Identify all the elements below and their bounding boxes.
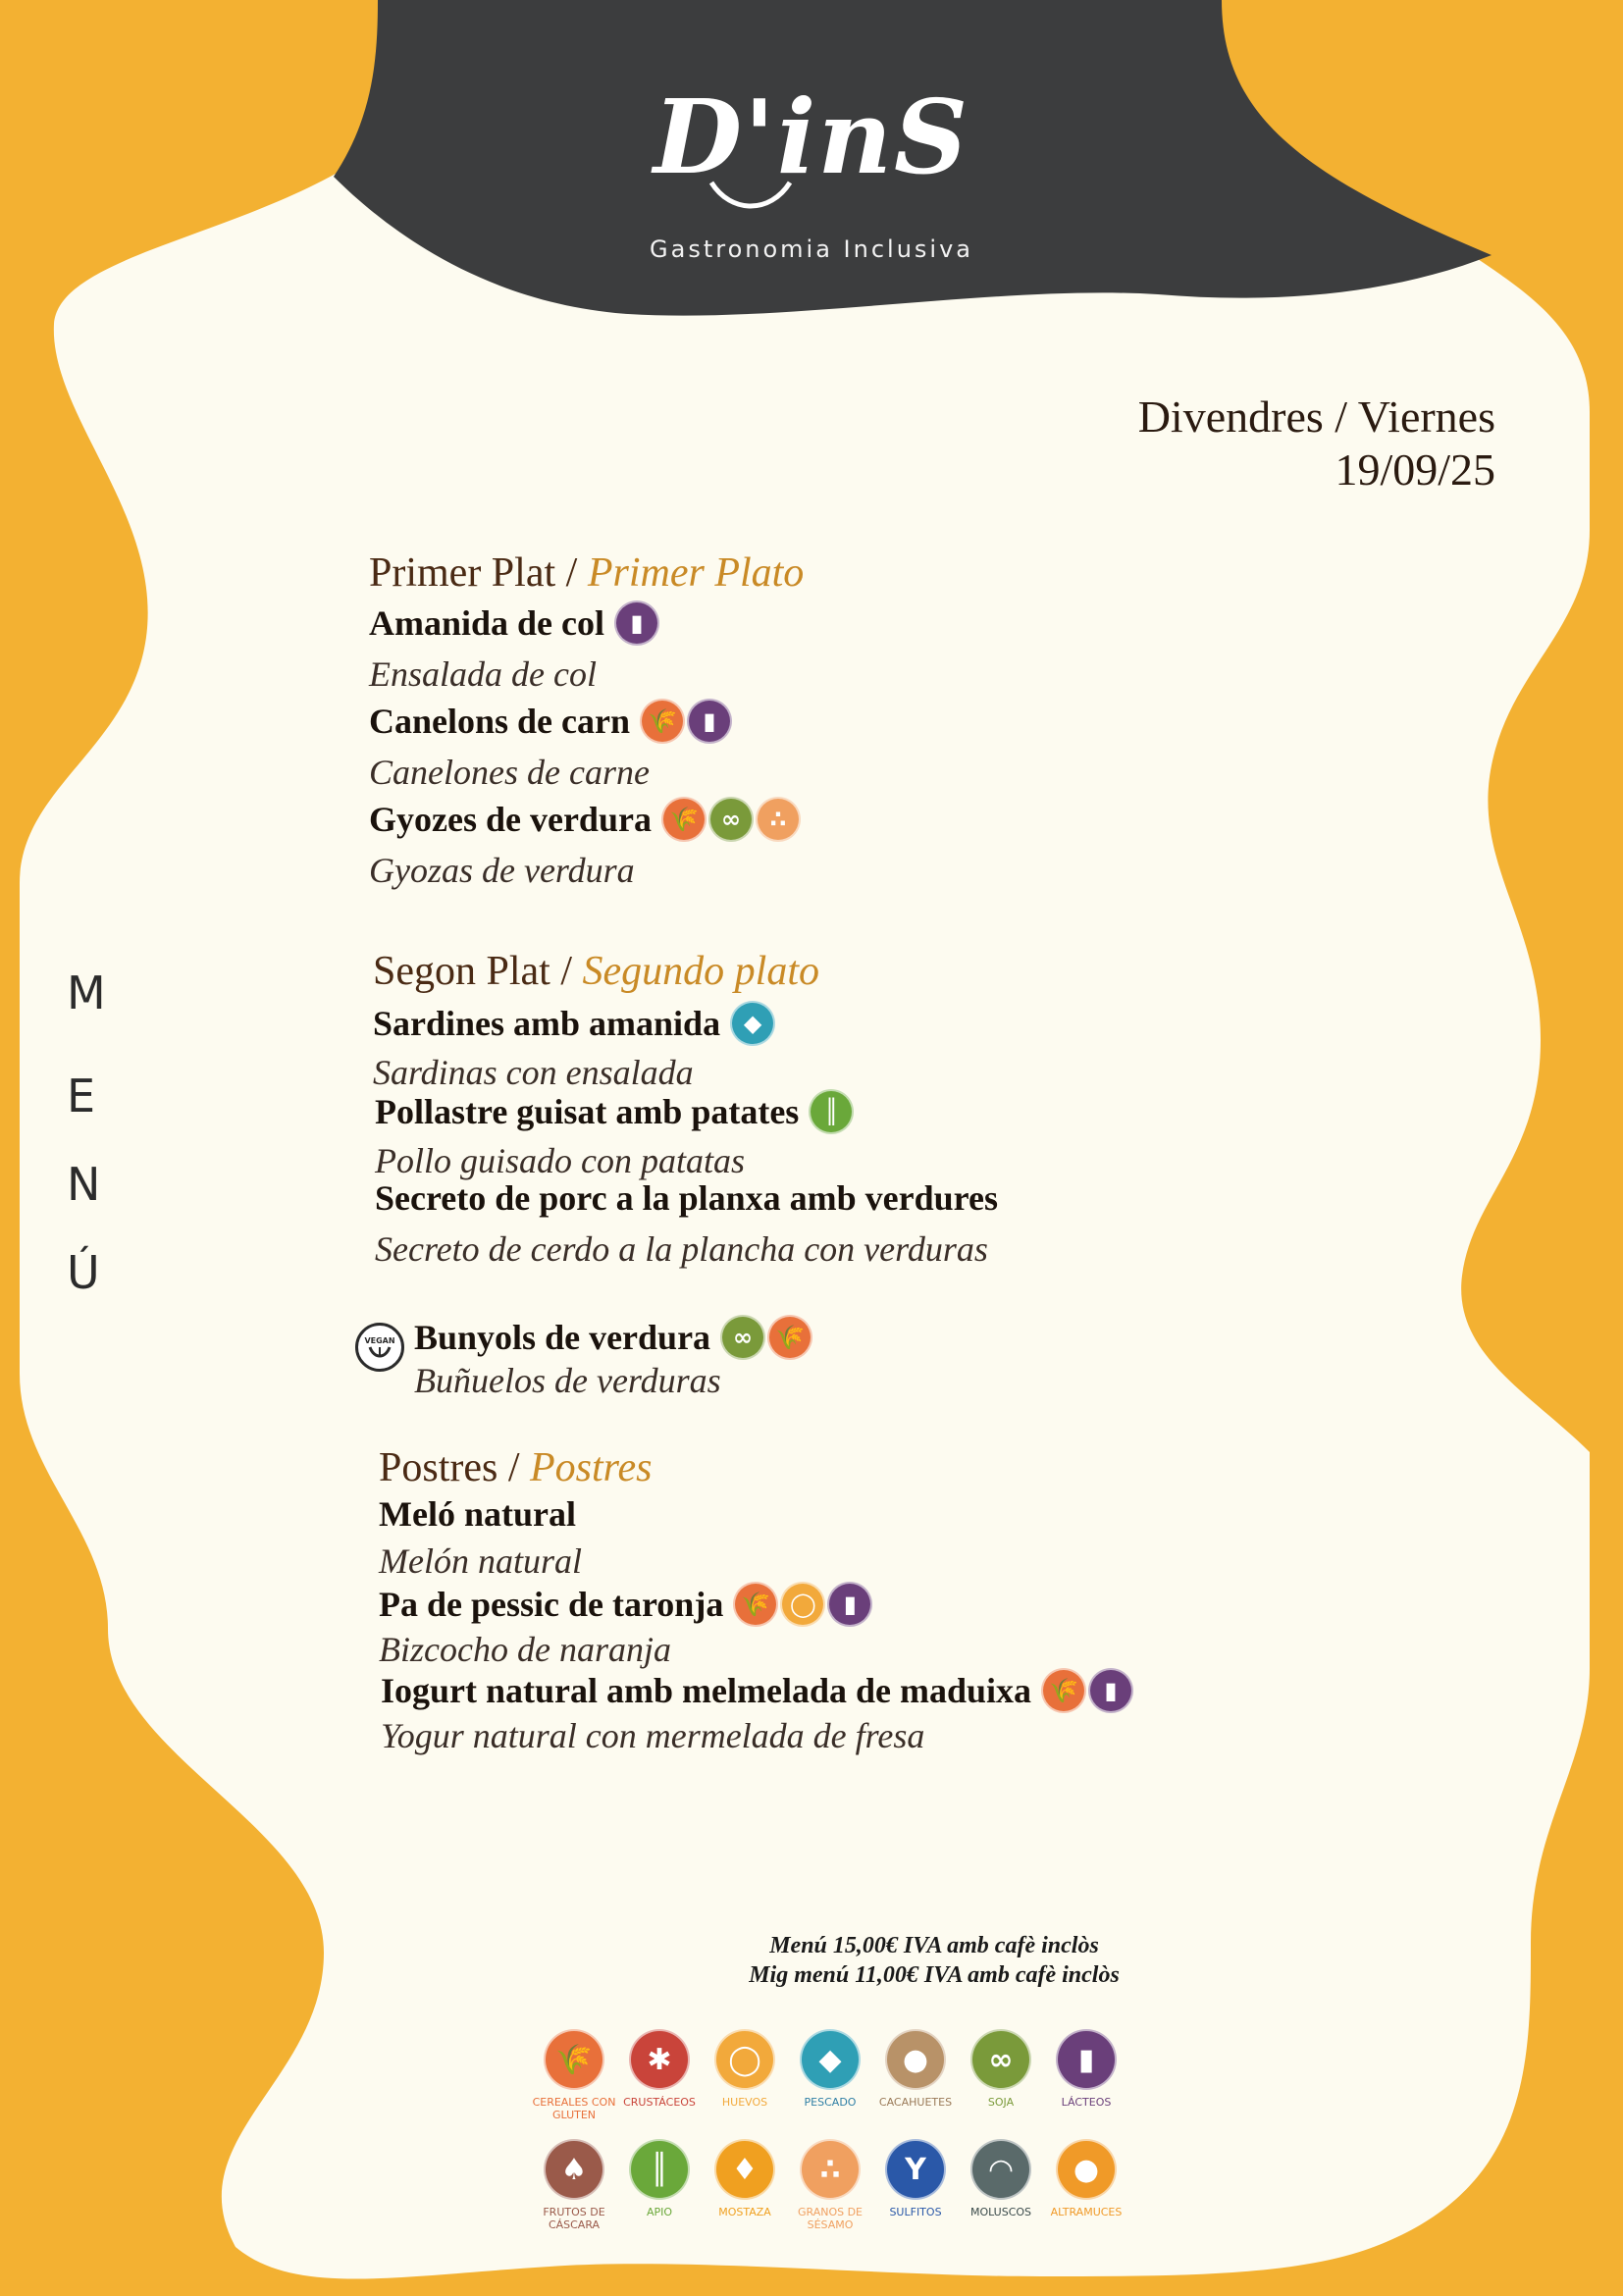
legend-label: APIO bbox=[646, 2206, 673, 2218]
allergen-icons bbox=[733, 1582, 872, 1627]
legend-item-gluten bbox=[530, 2029, 618, 2121]
crustaceos-icon: ✱ bbox=[629, 2029, 690, 2090]
mostaza-icon: ♦ bbox=[714, 2139, 775, 2200]
allergen-icons bbox=[614, 600, 659, 646]
dish-name: Gyozes de verdura bbox=[369, 800, 652, 839]
allergen-icons bbox=[1041, 1668, 1133, 1713]
lacteos-allergen-icon: ▮ bbox=[614, 600, 659, 646]
dish-name-es: Yogur natural con mermelada de fresa bbox=[381, 1716, 925, 1755]
side-letter: M bbox=[67, 966, 106, 1019]
price-menu: Menú 15,00€ IVA amb cafè inclòs bbox=[769, 1933, 1099, 1958]
dish-name-es: Melón natural bbox=[379, 1541, 582, 1581]
section-title-ca: Postres / bbox=[379, 1445, 531, 1490]
lacteos-allergen-icon: ▮ bbox=[827, 1582, 872, 1627]
soja-icon: ∞ bbox=[970, 2029, 1031, 2090]
legend-label: MOLUSCOS bbox=[969, 2206, 1032, 2218]
dish-item bbox=[381, 1668, 1133, 1713]
section-title-first bbox=[369, 549, 804, 597]
legend-item-frutos bbox=[530, 2139, 618, 2231]
legend-label: MOSTAZA bbox=[718, 2206, 771, 2218]
lacteos-icon: ▮ bbox=[1056, 2029, 1117, 2090]
apio-icon: ║ bbox=[629, 2139, 690, 2200]
dish-name-es: Pollo guisado con patatas bbox=[375, 1141, 745, 1180]
lacteos-allergen-icon: ▮ bbox=[687, 699, 732, 744]
legend-item-soja bbox=[957, 2029, 1045, 2109]
legend-item-sesamo bbox=[786, 2139, 874, 2231]
legend-item-pescado bbox=[786, 2029, 874, 2109]
legend-item-mostaza bbox=[701, 2139, 789, 2218]
dish-name: Sardines amb amanida bbox=[373, 1004, 721, 1043]
day-label: Divendres / Viernes bbox=[1137, 391, 1495, 442]
dish-item bbox=[373, 1001, 775, 1046]
gluten-allergen-icon: 🌾 bbox=[733, 1582, 778, 1627]
dish-name: Meló natural bbox=[379, 1494, 576, 1534]
allergen-icons bbox=[640, 699, 732, 744]
section-title-es: Segundo plato bbox=[582, 949, 819, 994]
legend-item-cacahuetes bbox=[871, 2029, 960, 2109]
frutos-icon: ♠ bbox=[544, 2139, 604, 2200]
dish-item bbox=[369, 797, 801, 842]
legend-item-huevos bbox=[701, 2029, 789, 2109]
legend-label: LÁCTEOS bbox=[1061, 2096, 1112, 2109]
section-title-ca: Primer Plat / bbox=[369, 550, 588, 596]
dish-name-es: Buñuelos de verduras bbox=[414, 1361, 721, 1400]
soja-allergen-icon: ∞ bbox=[720, 1315, 765, 1360]
allergen-icons bbox=[661, 797, 801, 842]
dish-item bbox=[414, 1315, 812, 1360]
allergen-icons bbox=[809, 1089, 854, 1134]
gluten-allergen-icon: 🌾 bbox=[1041, 1668, 1086, 1713]
legend-label: CEREALES CON GLUTEN bbox=[532, 2096, 616, 2121]
vegan-badge-icon bbox=[355, 1323, 404, 1372]
dish-name: Canelons de carn bbox=[369, 702, 631, 741]
legend-item-apio bbox=[615, 2139, 704, 2218]
date-block bbox=[1138, 391, 1495, 496]
side-letter: N bbox=[67, 1158, 101, 1211]
dish-item bbox=[375, 1089, 854, 1134]
dish-name-es: Secreto de cerdo a la plancha con verduras bbox=[375, 1229, 988, 1269]
sulfitos-icon: Y bbox=[885, 2139, 946, 2200]
apio-allergen-icon: ║ bbox=[809, 1089, 854, 1134]
gluten-icon: 🌾 bbox=[544, 2029, 604, 2090]
section-title-dessert bbox=[379, 1444, 652, 1491]
pescado-icon: ◆ bbox=[800, 2029, 861, 2090]
date-label: 19/09/25 bbox=[1335, 444, 1495, 495]
gluten-allergen-icon: 🌾 bbox=[661, 797, 707, 842]
huevos-allergen-icon: ◯ bbox=[780, 1582, 825, 1627]
dish-item bbox=[379, 1493, 576, 1535]
legend-item-lacteos bbox=[1042, 2029, 1130, 2109]
legend-label: SOJA bbox=[987, 2096, 1015, 2109]
dish-name-es: Bizcocho de naranja bbox=[379, 1630, 671, 1669]
logo-smile-icon bbox=[707, 175, 795, 224]
section-title-ca: Segon Plat / bbox=[373, 949, 583, 994]
dish-name: Pa de pessic de taronja bbox=[379, 1585, 724, 1624]
dish-item bbox=[375, 1177, 998, 1219]
dish-name-es: Sardinas con ensalada bbox=[373, 1053, 694, 1092]
legend-item-altramuces bbox=[1042, 2139, 1130, 2218]
pescado-allergen-icon: ◆ bbox=[730, 1001, 775, 1046]
legend-label: CACAHUETES bbox=[878, 2096, 953, 2109]
gluten-allergen-icon: 🌾 bbox=[767, 1315, 812, 1360]
legend-item-crustaceos bbox=[615, 2029, 704, 2109]
lacteos-allergen-icon: ▮ bbox=[1088, 1668, 1133, 1713]
dish-item bbox=[379, 1582, 872, 1627]
price-half-menu: Mig menú 11,00€ IVA amb cafè inclòs bbox=[749, 1962, 1120, 1988]
side-letter: Ú bbox=[67, 1246, 100, 1299]
legend-item-moluscos bbox=[957, 2139, 1045, 2218]
legend-label: HUEVOS bbox=[721, 2096, 768, 2109]
dish-name-es: Canelones de carne bbox=[369, 753, 650, 792]
huevos-icon: ◯ bbox=[714, 2029, 775, 2090]
legend-item-sulfitos bbox=[871, 2139, 960, 2218]
dish-name-es: Ensalada de col bbox=[369, 654, 597, 694]
dish-name: Amanida de col bbox=[369, 603, 605, 643]
dish-item bbox=[369, 699, 732, 744]
leaf-icon bbox=[368, 1345, 392, 1359]
legend-label: FRUTOS DE CÁSCARA bbox=[543, 2206, 605, 2231]
dish-name: Secreto de porc a la planxa amb verdures bbox=[375, 1178, 998, 1218]
dish-name: Iogurt natural amb melmelada de maduixa bbox=[381, 1671, 1032, 1710]
tagline: Gastronomia Inclusiva bbox=[650, 235, 973, 263]
moluscos-icon: ◠ bbox=[970, 2139, 1031, 2200]
altramuces-icon: ● bbox=[1056, 2139, 1117, 2200]
side-letter: E bbox=[67, 1070, 96, 1122]
section-title-es: Primer Plato bbox=[587, 550, 805, 596]
legend-label: PESCADO bbox=[804, 2096, 857, 2109]
dish-name: Bunyols de verdura bbox=[414, 1318, 711, 1357]
sesamo-icon: ∴ bbox=[800, 2139, 861, 2200]
soja-allergen-icon: ∞ bbox=[708, 797, 754, 842]
logo: D'inS bbox=[653, 77, 970, 197]
allergen-icons bbox=[720, 1315, 812, 1360]
allergen-icons bbox=[730, 1001, 775, 1046]
section-title-es: Postres bbox=[530, 1445, 653, 1490]
legend-label: ALTRAMUCES bbox=[1050, 2206, 1123, 2218]
legend-label: SULFITOS bbox=[889, 2206, 942, 2218]
dish-name: Pollastre guisat amb patates bbox=[375, 1092, 800, 1131]
dish-item bbox=[369, 600, 659, 646]
legend-label: CRUSTÁCEOS bbox=[623, 2096, 696, 2109]
vegan-badge-text: VEGAN bbox=[364, 1335, 395, 1345]
section-title-second bbox=[373, 948, 819, 995]
cacahuetes-icon: ● bbox=[885, 2029, 946, 2090]
gluten-allergen-icon: 🌾 bbox=[640, 699, 685, 744]
legend-label: GRANOS DE SÉSAMO bbox=[797, 2206, 864, 2231]
sesamo-allergen-icon: ∴ bbox=[756, 797, 801, 842]
dish-name-es: Gyozas de verdura bbox=[369, 851, 635, 890]
